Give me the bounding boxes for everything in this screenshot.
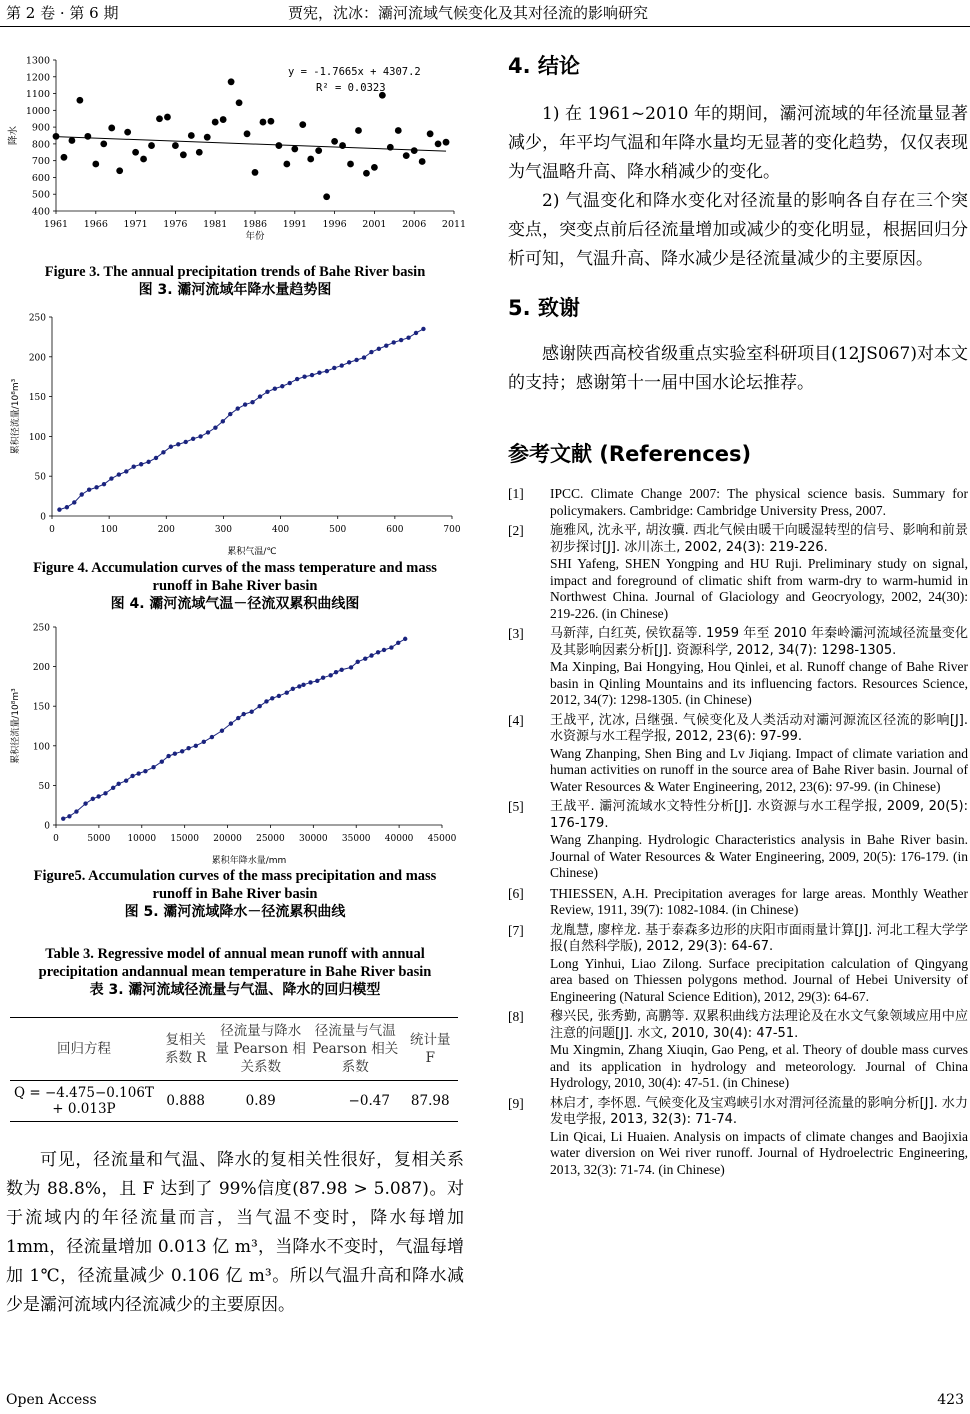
table-header: 复相关系数 R — [158, 1018, 213, 1081]
data-point — [414, 331, 418, 335]
x-tick-label: 2001 — [362, 219, 387, 230]
figure4-caption-en-2: runoff in Bahe River basin — [152, 578, 318, 594]
figure5-caption-en-2: runoff in Bahe River basin — [152, 886, 318, 902]
data-point — [328, 673, 332, 677]
x-tick-label: 1991 — [282, 219, 307, 230]
y-tick-label: 0 — [44, 821, 50, 832]
x-tick-label: 200 — [157, 525, 175, 535]
reference-text-cn: 穆兴民, 张秀勤, 高鹏等. 双累积曲线方法理论及在水文气象领域应用中应注意的问题[J]. 水文, 2010, 30(4): 47-51. — [550, 1009, 968, 1041]
data-point — [61, 154, 68, 161]
data-point — [204, 134, 211, 141]
reference-item — [508, 1009, 968, 1092]
data-point — [194, 744, 198, 748]
data-point — [65, 505, 69, 509]
table-cell: 87.98 — [403, 1081, 459, 1122]
data-point — [102, 482, 106, 486]
data-point — [273, 386, 277, 390]
data-point — [103, 791, 107, 795]
y-tick-label: 150 — [32, 702, 50, 713]
reference-text-en: IPCC. Climate Change 2007: The physical science basis. Summary for policymakers. Cambridge: Cambridge University Press, 2007. — [550, 486, 968, 518]
x-tick-label: 400 — [271, 525, 290, 535]
data-point — [384, 343, 388, 347]
data-point — [69, 137, 76, 144]
table-cell: Q = −4.475−0.106T + 0.013P — [10, 1081, 158, 1122]
data-point — [268, 118, 275, 125]
table-header: 统计量 F — [403, 1018, 459, 1081]
data-point — [427, 130, 434, 137]
reference-number: [4] — [508, 712, 524, 728]
data-point — [321, 675, 325, 679]
data-point — [264, 699, 268, 703]
y-tick-label: 200 — [28, 353, 46, 364]
x-tick-label: 0 — [49, 525, 55, 535]
data-point — [164, 114, 171, 121]
data-point — [236, 716, 240, 720]
x-tick-label: 20000 — [213, 834, 242, 844]
reference-text-en: Ma Xinping, Bai Hongying, Hou Qinlei, et al. Runoff change of Bahe River basin in Qinling Mountains and its influencing factors. Resources Science, 2012, 34(7): 1298-1305. (in Chinese) — [550, 659, 968, 707]
reference-item — [508, 523, 968, 622]
journal-issue: 第 2 卷 · 第 6 期 — [6, 4, 119, 22]
data-point — [212, 119, 219, 126]
data-point — [249, 710, 253, 714]
y-axis-label: 累积径流量/10⁸m³ — [11, 378, 21, 455]
data-point — [363, 170, 370, 177]
y-axis-label: 累积径流量/10⁸m³ — [11, 688, 21, 764]
page-header — [0, 0, 970, 27]
data-point — [250, 400, 254, 404]
data-point — [403, 152, 410, 159]
data-point — [176, 442, 180, 446]
data-point — [258, 394, 262, 398]
y-tick-label: 400 — [31, 206, 50, 218]
precipitation-trend-chart — [6, 40, 467, 245]
data-point — [369, 653, 373, 657]
y-tick-label: 1200 — [25, 72, 50, 84]
reference-number: [7] — [508, 922, 524, 938]
data-point — [399, 338, 403, 342]
data-point — [136, 771, 140, 775]
table-header: 径流量与气温 Pearson 相关系数 — [308, 1018, 403, 1081]
data-point — [315, 679, 319, 683]
references-heading: 参考文献 (References) — [508, 442, 752, 466]
data-point — [132, 464, 136, 468]
precipitation-runoff-chart — [6, 619, 464, 866]
data-point — [206, 430, 210, 434]
data-point — [213, 425, 217, 429]
data-point — [229, 721, 233, 725]
y-tick-label: 150 — [28, 393, 46, 404]
data-point — [92, 161, 99, 168]
data-point — [84, 133, 91, 140]
figure3-caption-en: Figure 3. The annual precipitation trends of Bahe River basin — [44, 264, 426, 280]
figure5-caption-en-1: Figure5. Accumulation curves of the mass precipitation and mass — [33, 868, 437, 884]
data-point — [108, 125, 115, 132]
data-point — [87, 488, 91, 492]
data-point — [392, 340, 396, 344]
x-tick-label: 0 — [53, 834, 59, 844]
data-point — [148, 142, 155, 149]
table3-title-cn: 表 3. 灞河流域径流量与气温、降水的回归模型 — [89, 982, 381, 998]
reference-text-en: Long Yinhui, Liao Zilong. Surface precipitation calculation of Qingyang area based on Thiessen polygons method. Journal of Hebei University of Engineering (Natural Science Edition), 2012, 29(3): 64-67. — [550, 955, 968, 1004]
y-tick-label: 100 — [28, 432, 46, 443]
regression-table — [10, 1017, 458, 1122]
x-tick-label: 5000 — [87, 834, 111, 844]
data-point — [161, 450, 165, 454]
x-tick-label: 15000 — [170, 834, 199, 844]
conclusion-paragraph-1: 1) 在 1961~2010 年的期间，灞河流域的年径流量显著减少，年平均气温和年降水量均无显著的变化趋势，仅仅表现为气温略升高、降水稍减少的变化。 — [508, 104, 968, 182]
reference-text-cn: 马新萍, 白红英, 侯钦磊等. 1959 年至 2010 年秦岭灞河流域径流量变化及其影响因素分析[J]. 资源科学, 2012, 34(7): 1298-1305. — [550, 626, 968, 658]
data-point — [301, 683, 305, 687]
reference-item — [508, 1096, 968, 1179]
data-point — [132, 149, 139, 156]
x-tick-label: 40000 — [384, 834, 414, 844]
data-point — [347, 360, 351, 364]
data-point — [172, 142, 179, 149]
data-point — [265, 390, 269, 394]
data-point — [191, 437, 195, 441]
data-point — [371, 164, 378, 171]
conclusion-heading: 4. 结论 — [508, 54, 580, 78]
data-point — [124, 778, 128, 782]
figure3-caption-cn: 图 3. 灞河流域年降水量趋势图 — [138, 282, 332, 298]
x-tick-label: 1971 — [123, 219, 148, 230]
data-point — [363, 656, 367, 660]
running-title: 贾宪，沈冰：灞河流域气候变化及其对径流的影响研究 — [288, 4, 649, 22]
data-point — [184, 440, 188, 444]
table3-title-en-1: Table 3. Regressive model of annual mean runoff with annual — [45, 946, 425, 962]
table-header: 回归方程 — [10, 1018, 158, 1081]
data-point — [362, 355, 366, 359]
data-point — [270, 696, 274, 700]
y-tick-label: 1000 — [25, 105, 50, 117]
data-point — [156, 115, 163, 122]
y-tick-label: 50 — [38, 781, 50, 792]
data-point — [260, 119, 267, 126]
data-point — [396, 641, 400, 645]
table-header-row — [10, 1018, 458, 1081]
data-point — [315, 147, 322, 154]
data-point — [339, 668, 343, 672]
x-tick-label: 300 — [214, 525, 233, 535]
data-point — [288, 381, 292, 385]
data-point — [387, 144, 394, 151]
reference-list — [508, 486, 968, 1178]
reference-number: [6] — [508, 885, 524, 901]
data-point — [355, 127, 362, 134]
y-tick-label: 700 — [31, 156, 50, 168]
data-point — [354, 358, 358, 362]
data-point — [347, 161, 354, 168]
y-tick-label: 100 — [32, 742, 50, 753]
data-point — [435, 140, 442, 147]
data-point — [295, 377, 299, 381]
reference-text-en: Lin Qicai, Li Huaien. Analysis on impacts of climate changes and Baojixia water diversion on Wei river runoff. Journal of Hydroelectric Engineering, 2013, 32(3): 71-74. (in Chinese) — [550, 1128, 968, 1177]
x-axis-label: 累积年降水量/mm — [211, 856, 287, 866]
data-point — [419, 158, 426, 165]
left-column — [6, 40, 467, 1320]
reference-text-cn: 王战平. 灞河流域水文特性分析[J]. 水资源与水工程学报, 2009, 20(5): 176-179. — [550, 799, 968, 831]
x-tick-label: 1986 — [242, 219, 268, 230]
reference-number: [5] — [508, 799, 524, 814]
y-tick-label: 250 — [32, 623, 50, 634]
regression-equation: y = -1.7665x + 4307.2 — [288, 66, 421, 78]
table3-title-en-2: precipitation andannual mean temperature in Bahe River basin — [38, 964, 432, 980]
reference-item — [508, 886, 968, 919]
x-tick-label: 1961 — [43, 219, 69, 230]
data-point — [169, 445, 173, 449]
data-point — [166, 754, 170, 758]
page-number: 423 — [937, 1392, 964, 1408]
data-point — [180, 749, 184, 753]
data-point — [308, 680, 312, 684]
data-point — [154, 456, 158, 460]
reference-text-cn: 施雅风, 沈永平, 胡汝骥. 西北气候由暖干向暖湿转型的信号、影响和前景初步探讨[J]. 冰川冻土, 2002, 24(3): 219-226. — [550, 523, 968, 555]
data-point — [241, 712, 245, 716]
x-tick-label: 100 — [100, 525, 118, 535]
reference-text-en: Wang Zhanping, Shen Bing and Lv Jiqiang. Impact of climate variation and human activities on runoff in the source area of Bahe River basin. Journal of Water Resources & Water Engineering, 2012, 23(6): 97-99. (in Chinese) — [550, 745, 968, 794]
x-tick-label: 600 — [386, 525, 404, 535]
data-point — [124, 469, 128, 473]
data-point — [332, 366, 336, 370]
footer-open-access: Open Access — [6, 1392, 97, 1408]
x-axis-label: 累积气温/℃ — [227, 547, 277, 557]
data-point — [220, 729, 224, 733]
data-point — [356, 660, 360, 664]
data-point — [74, 809, 78, 813]
reference-text-en: Mu Xingmin, Zhang Xiuqin, Gao Peng, et al. Theory of double mass curves and its application in hydrology and meteorology. Journal of China Hydrology, 2010, 30(4): 47-51. (in Chinese) — [550, 1042, 968, 1090]
data-point — [116, 167, 123, 174]
data-point — [94, 485, 98, 489]
data-point — [186, 746, 190, 750]
data-point — [96, 794, 100, 798]
y-tick-label: 500 — [31, 189, 50, 201]
reference-number: [9] — [508, 1095, 524, 1111]
data-point — [76, 97, 83, 104]
data-point — [67, 814, 71, 818]
data-point — [116, 782, 120, 786]
data-point — [243, 402, 247, 406]
data-point — [188, 132, 195, 139]
data-point — [285, 691, 289, 695]
data-point — [334, 670, 338, 674]
data-point — [210, 735, 214, 739]
data-point — [111, 786, 115, 790]
y-tick-label: 1100 — [25, 89, 50, 101]
temperature-runoff-chart — [6, 309, 464, 557]
data-point — [124, 129, 131, 136]
series-line — [59, 329, 423, 510]
data-point — [196, 149, 203, 156]
reference-number: [8] — [508, 1009, 524, 1024]
data-point — [291, 687, 295, 691]
reference-item — [508, 713, 968, 796]
data-point — [331, 138, 338, 145]
data-point — [376, 650, 380, 654]
acknowledgement-heading: 5. 致谢 — [508, 296, 580, 320]
x-tick-label: 10000 — [127, 834, 157, 844]
data-point — [275, 142, 282, 149]
data-point — [57, 507, 61, 511]
data-point — [91, 797, 95, 801]
x-tick-label: 1976 — [163, 219, 188, 230]
reference-number: [3] — [508, 626, 524, 641]
right-column — [508, 50, 968, 1182]
x-tick-label: 30000 — [299, 834, 328, 844]
data-point — [61, 816, 65, 820]
reference-item — [508, 799, 968, 882]
x-tick-label: 35000 — [341, 834, 371, 844]
x-tick-label: 500 — [329, 525, 347, 535]
table-row — [10, 1081, 458, 1122]
data-point — [117, 472, 121, 476]
data-point — [283, 161, 290, 168]
figure5-caption-cn: 图 5. 灞河流域降水－径流累积曲线 — [124, 904, 346, 920]
data-point — [277, 694, 281, 698]
reference-item — [508, 626, 968, 709]
data-point — [83, 801, 87, 805]
data-point — [377, 347, 381, 351]
reference-text-en: THIESSEN, A.H. Precipitation averages for large areas. Monthly Weather Review, 1911, 39(7): 1082-1084. (in Chinese) — [550, 885, 968, 917]
data-point — [302, 375, 306, 379]
data-point — [369, 350, 373, 354]
x-tick-label: 1966 — [83, 219, 108, 230]
reference-item — [508, 923, 968, 1006]
x-axis-label: 年份 — [245, 231, 265, 242]
data-point — [236, 99, 243, 106]
reference-item — [508, 486, 968, 519]
x-tick-label: 2006 — [402, 219, 427, 230]
data-point — [389, 645, 393, 649]
data-point — [411, 147, 418, 154]
y-tick-label: 1300 — [25, 55, 50, 67]
data-point — [139, 462, 143, 466]
data-point — [339, 142, 346, 149]
data-point — [280, 384, 284, 388]
body-paragraph: 可见，径流量和气温、降水的复相关性很好，复相关系数为 88.8%，且 F 达到了 99%信度(87.98 > 5.087)。对于流域内的年径流量而言，当气温不变时，降水每增加 1mm，径流量增加 0.013 亿 m³，当降水不变时，气温每增加 1℃，径流量减少 0.106 亿 m³。所以气温升高和降水减少是灞河流域内径流减少的主要原因。 — [6, 1150, 464, 1315]
data-point — [349, 665, 353, 669]
conclusion-paragraph-2: 2) 气温变化和降水变化对径流量的影响各自存在三个突变点，突变点前后径流量增加或减少的变化明显，根据回归分析可知，气温升高、降水减少是径流量减少的主要原因。 — [508, 191, 968, 269]
data-point — [130, 774, 134, 778]
table-cell: 0.888 — [158, 1081, 213, 1122]
data-point — [244, 130, 251, 137]
data-point — [236, 406, 240, 410]
data-point — [143, 769, 147, 773]
x-tick-label: 1981 — [203, 219, 228, 230]
data-point — [80, 492, 84, 496]
y-tick-label: 50 — [34, 472, 46, 483]
data-point — [307, 156, 314, 163]
acknowledgement-paragraph: 感谢陕西高校省级重点实验室科研项目(12JS067)对本文的支持；感谢第十一届中国水论坛推荐。 — [508, 344, 968, 393]
reference-text-cn: 龙胤慧, 廖梓龙. 基于泰森多边形的庆阳市面雨量计算[J]. 河北工程大学学报(自然科学版), 2012, 29(3): 64-67. — [550, 922, 968, 954]
data-point — [257, 704, 261, 708]
data-point — [202, 740, 206, 744]
data-point — [340, 363, 344, 367]
y-tick-label: 600 — [31, 172, 50, 184]
data-point — [180, 151, 187, 158]
reference-number: [1] — [508, 486, 524, 501]
data-point — [109, 476, 113, 480]
r-squared: R² = 0.0323 — [316, 82, 386, 94]
y-tick-label: 900 — [31, 122, 50, 134]
data-point — [443, 139, 450, 146]
data-point — [406, 335, 410, 339]
reference-text-cn: 王战平, 沈冰, 吕继强. 气候变化及人类活动对灞河源流区径流的影响[J]. 水资源与水工程学报, 2012, 23(6): 97-99. — [550, 712, 968, 744]
data-point — [299, 121, 306, 128]
figure4-caption-cn: 图 4. 灞河流域气温－径流双累积曲线图 — [110, 596, 360, 612]
data-point — [198, 434, 202, 438]
data-point — [421, 327, 425, 331]
y-tick-label: 200 — [32, 663, 50, 674]
x-tick-label: 1996 — [322, 219, 347, 230]
data-point — [317, 371, 321, 375]
data-point — [395, 127, 402, 134]
data-point — [53, 133, 60, 140]
data-point — [310, 373, 314, 377]
x-tick-label: 2011 — [441, 219, 467, 230]
table-cell: −0.47 — [308, 1081, 403, 1122]
reference-text-en: Wang Zhanping. Hydrologic Characteristics analysis in Bahe River basin. Journal of Water Resources & Water Engineering, 2009, 20(5): 176-179. (in Chinese) — [550, 832, 968, 880]
table3-title — [6, 945, 464, 999]
x-tick-label: 700 — [443, 525, 461, 535]
x-tick-label: 25000 — [256, 834, 285, 844]
data-point — [100, 140, 107, 147]
table-header: 径流量与降水量 Pearson 相关系数 — [213, 1018, 308, 1081]
data-point — [291, 146, 298, 153]
data-point — [325, 369, 329, 373]
data-point — [146, 460, 150, 464]
table-cell: 0.89 — [213, 1081, 308, 1122]
data-point — [72, 500, 76, 504]
reference-number: [2] — [508, 523, 524, 538]
data-point — [228, 78, 235, 85]
x-tick-label: 45000 — [427, 834, 457, 844]
data-point — [160, 759, 164, 763]
data-point — [140, 156, 147, 163]
reference-text-en: SHI Yafeng, SHEN Yongping and HU Ruji. Preliminary study on signal, impact and foreground of climatic shift from warm-dry to warm-humid in Northwest China. Journal of Glaciology and Geocryology, 2002, 24(30): 219-226. (in Chinese) — [550, 556, 968, 621]
data-point — [297, 684, 301, 688]
figure4-caption-en-1: Figure 4. Accumulation curves of the mass temperature and mass — [33, 560, 437, 576]
data-point — [151, 765, 155, 769]
series-line — [63, 639, 405, 819]
data-point — [403, 637, 407, 641]
data-point — [220, 116, 227, 123]
reference-text-cn: 林启才, 李怀恩. 气候变化及宝鸡峡引水对渭河径流量的影响分析[J]. 水力发电学报, 2013, 32(3): 71-74. — [550, 1095, 968, 1127]
data-point — [221, 419, 225, 423]
y-tick-label: 800 — [31, 139, 50, 151]
data-point — [382, 648, 386, 652]
y-tick-label: 250 — [28, 313, 46, 324]
y-tick-label: 0 — [40, 512, 46, 523]
data-point — [252, 169, 259, 176]
data-point — [228, 412, 232, 416]
y-axis-label: 降水 — [8, 125, 19, 146]
data-point — [173, 752, 177, 756]
data-point — [323, 193, 330, 200]
